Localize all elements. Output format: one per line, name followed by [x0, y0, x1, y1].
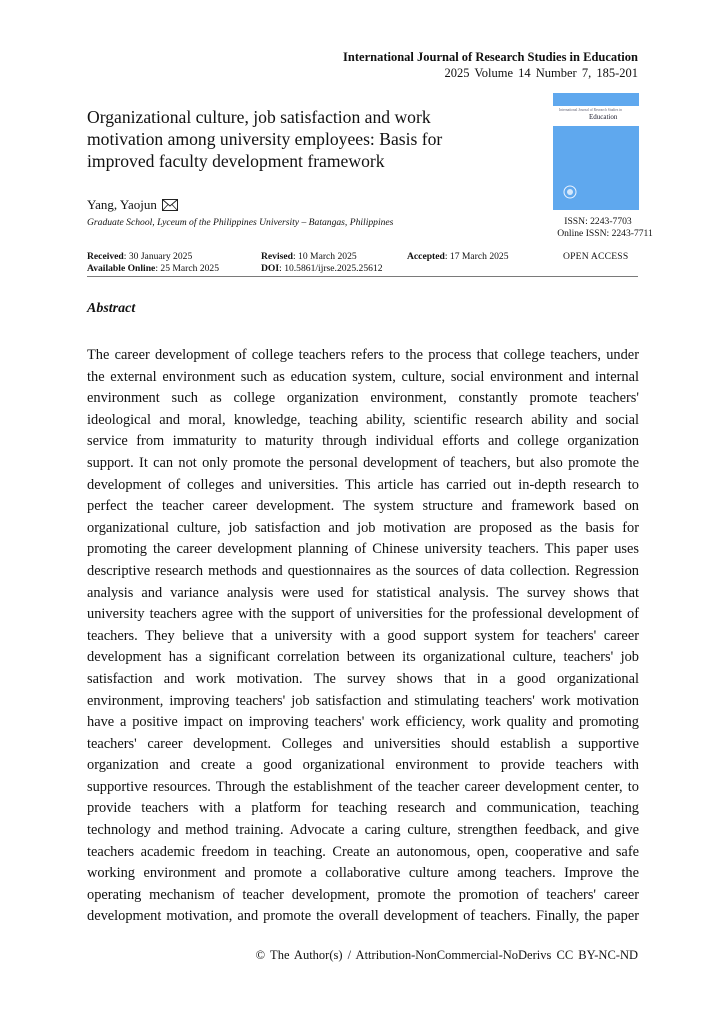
journal-volume: 2025 Volume 14 Number 7, 185-201 [444, 66, 638, 80]
author-name: Yang, Yaojun [87, 197, 157, 212]
abstract-line: ideological and moral, knowledge, teaching ability, scientific research ability and social [87, 411, 639, 428]
abstract-line: development motivation, and promote the overall development of teachers. Finally, the paper [87, 908, 639, 925]
abstract-heading: Abstract [87, 301, 136, 316]
doi: DOI: 10.5861/ijrse.2025.25612 [261, 262, 383, 274]
dates-col-1 [87, 251, 219, 274]
abstract-line: supportive resources. Through the establishment of the teacher career development center, to [87, 778, 639, 795]
abstract-line: working environment and promote a collaborative culture among teachers. Improve the [87, 865, 639, 882]
abstract-line: The career development of college teachers refers to the process that college teachers, under [87, 347, 639, 363]
abstract-line: development of colleges and universities. This article has carried out in-depth research to [87, 476, 639, 493]
author-line [87, 197, 178, 212]
envelope-icon[interactable] [162, 199, 178, 211]
abstract-line: operating mechanism of teacher development, promote the promotion of teachers' career [87, 886, 639, 903]
abstract-line: have a positive impact on improving teachers' work efficiency, work quality and promoting [87, 714, 639, 731]
license-footer: © The Author(s) / Attribution-NonCommercial-NoDerivs CC BY-NC-ND [255, 948, 638, 962]
available-date: Available Online: 25 March 2025 [87, 262, 220, 274]
seal-logo-icon [563, 185, 577, 199]
abstract-line: provide teachers with a platform for teaching research and communication, teaching [87, 800, 639, 817]
abstract-line: organizational culture, job satisfaction and job motivation are proposed as the basis for [87, 519, 639, 536]
abstract-line: university teachers agree with the support of universities for the professional development of [87, 606, 639, 623]
issn-online: Online ISSN: 2243-7711 [557, 228, 653, 239]
abstract-line: teachers academic freedom in teaching. Create an autonomous, open, cooperative and safe [87, 843, 639, 860]
affiliation: Graduate School, Lyceum of the Philippines University – Batangas, Philippines [87, 217, 394, 228]
abstract-line: development has a significant correlation between its organizational culture, teachers' job [87, 649, 639, 666]
open-access-badge: OPEN ACCESS [563, 251, 629, 262]
cover-small-title: International Journal of Research Studies in [559, 108, 622, 112]
journal-cover [553, 93, 639, 210]
abstract-line: environment such as college organization environment, constantly promote teachers' [87, 390, 639, 407]
abstract-body [87, 345, 639, 928]
cover-big-title: Education [589, 113, 618, 121]
dates-col-3 [407, 251, 509, 263]
abstract-line: environment, improving teachers' job satisfaction and stimulating teachers' work motivation [87, 692, 639, 709]
abstract-line: technology and method training. Advocate a caring culture, strengthen feedback, and give [87, 822, 639, 839]
abstract-line: teachers' career development. Colleges and universities should establish a supportive [87, 735, 639, 752]
abstract-line: organization and create a good organizational environment to provide teachers with [87, 757, 639, 774]
journal-name: International Journal of Research Studies in Education [343, 50, 638, 64]
accepted-date: Accepted: 17 March 2025 [407, 251, 509, 262]
dates-col-2 [261, 251, 383, 274]
abstract-line: descriptive research methods and questionnaires as the sources of data collection. Regression [87, 562, 639, 579]
header-divider [87, 276, 638, 277]
abstract-line: the external environment such as education system, culture, social environment and internal [87, 368, 639, 385]
revised-date: Revised: 10 March 2025 [261, 251, 357, 262]
received-date: Received: 30 January 2025 [87, 251, 193, 262]
article-title: Organizational culture, job satisfaction and work motivation among university employees: Basis for improved faculty development framework [87, 107, 443, 171]
issn-print: ISSN: 2243-7703 [564, 216, 632, 227]
abstract-line: perfect the teacher career development. The system structure and framework based on [87, 498, 639, 515]
abstract-line: satisfaction and work motivation. The survey shows that in a good organizational [87, 670, 639, 687]
abstract-line: analysis and variance analysis were used for statistical analysis. The survey shows that [87, 584, 639, 601]
abstract-line: support. It can not only promote the personal development of teachers, but also promote the [87, 454, 639, 471]
abstract-line: service from immaturity to maturity through individual efforts and college organization [87, 433, 639, 450]
abstract-line: promoting the career development planning of Chinese university teachers. This paper uses [87, 541, 639, 558]
abstract-line: teachers. They believe that a university with a good support system for teachers' career [87, 627, 639, 644]
